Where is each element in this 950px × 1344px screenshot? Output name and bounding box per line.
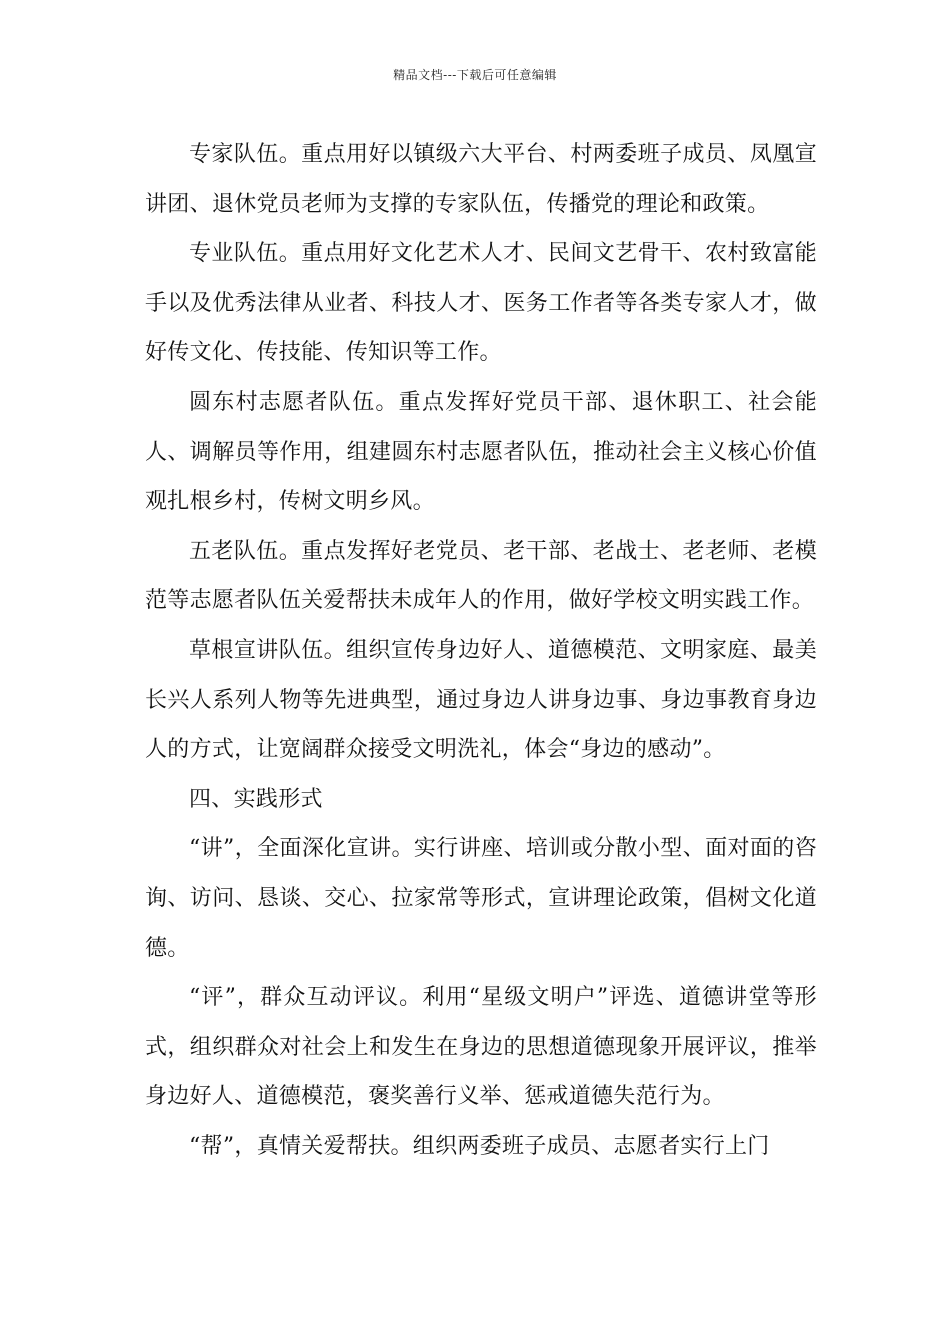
paragraph-five-elders-team: 五老队伍。重点发挥好老党员、老干部、老战士、老老师、老模范等志愿者队伍关爱帮扶未成年人的作用，做好学校文明实践工作。 — [145, 538, 817, 614]
paragraph-bang: “帮”，真情关爱帮扶。组织两委班子成员、志愿者实行上门 — [189, 1133, 770, 1159]
paragraph-expert-team: 专家队伍。重点用好以镇级六大平台、村两委班子成员、凤凰宣讲团、退休党员老师为支撑的专家队伍，传播党的理论和政策。 — [145, 142, 817, 217]
paragraph-ping: “评”，群众互动评议。利用“星级文明户”评选、道德讲堂等形式，组织群众对社会上和发生在身边的思想道德现象开展评议，推举身边好人、道德模范，褒奖善行义举、惩戒道德失范行为。 — [145, 985, 817, 1110]
paragraph-volunteer-team: 圆东村志愿者队伍。重点发挥好党员干部、退休职工、社会能人、调解员等作用，组建圆东村志愿者队伍，推动社会主义核心价值观扎根乡村，传树文明乡风。 — [145, 389, 817, 515]
document-body — [145, 130, 817, 1171]
paragraph-jiang: “讲”，全面深化宣讲。实行讲座、培训或分散小型、面对面的咨询、访问、恳谈、交心、拉家常等形式，宣讲理论政策，倡树文化道德。 — [145, 836, 817, 961]
page-header: 精品文档---下载后可任意编辑 — [393, 68, 557, 82]
paragraph-grassroots-team: 草根宣讲队伍。组织宣传身边好人、道德模范、文明家庭、最美长兴人系列人物等先进典型，通过身边人讲身边事、身边事教育身边人的方式，让宽阔群众接受文明洗礼，体会“身边的感动”。 — [145, 637, 817, 763]
section-heading-practice-forms: 四、实践形式 — [189, 786, 323, 812]
paragraph-professional-team: 专业队伍。重点用好文化艺术人才、民间文艺骨干、农村致富能手以及优秀法律从业者、科技人才、医务工作者等各类专家人才，做好传文化、传技能、传知识等工作。 — [145, 241, 817, 366]
